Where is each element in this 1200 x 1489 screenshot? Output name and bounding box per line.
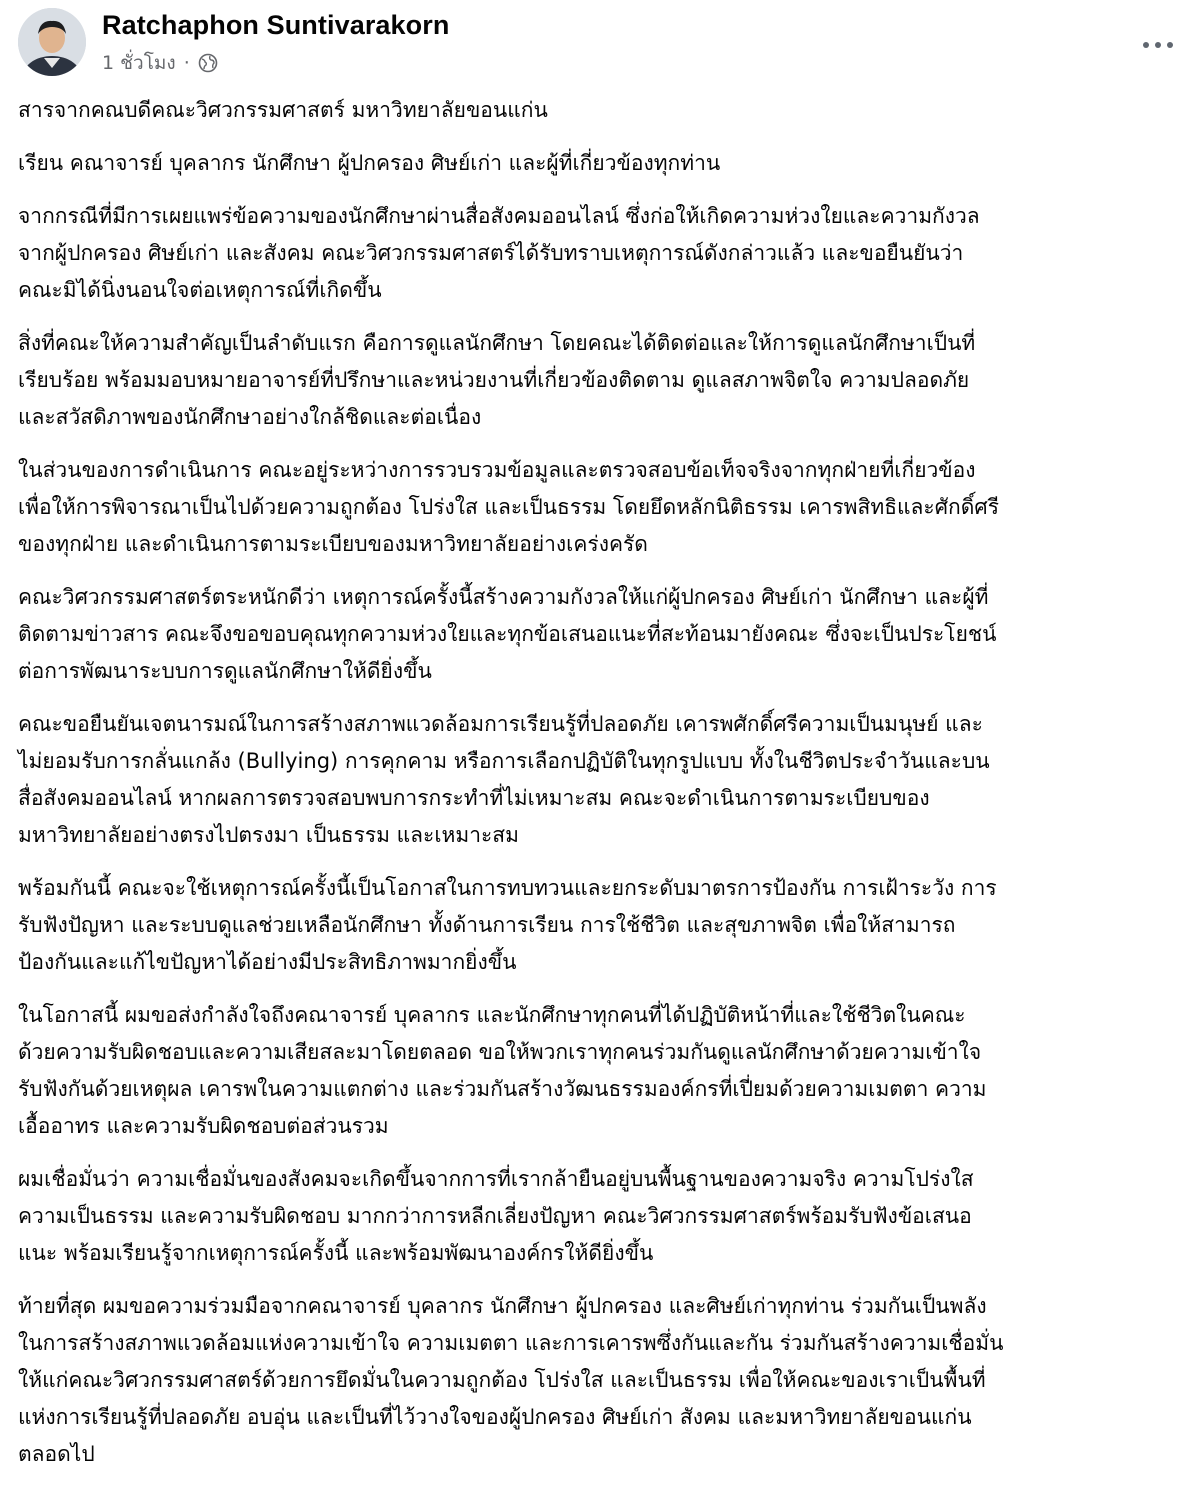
- post-body: [18, 92, 1186, 1489]
- post-time[interactable]: 1 ชั่วโมง: [102, 52, 176, 74]
- post-paragraph-6: คณะวิศวกรรมศาสตร์ตระหนักดีว่า เหตุการณ์ครั้งนี้สร้างความกังวลให้แก่ผู้ปกครอง ศิษย์เก่า นักศึกษา และผู้ที่ ติดตามข่าวสาร คณะจึงขอขอบคุณทุกความห่วงใยและทุกข้อเสนอแนะที่สะท้อนมายังคณะ ซึ่งจะเป็นประโยชน์ ต่อการพัฒนาระบบการดูแลนักศึกษาให้ดียิ่งขึ้น: [18, 585, 997, 683]
- more-options-icon: [1143, 42, 1173, 48]
- more-options-button[interactable]: [1134, 30, 1182, 60]
- author-name[interactable]: Ratchaphon Suntivarakorn: [102, 10, 450, 40]
- post-paragraph-1: สารจากคณบดีคณะวิศวกรรมศาสตร์ มหาวิทยาลัยขอนแก่น: [18, 98, 548, 122]
- post-paragraph-10: ผมเชื่อมั่นว่า ความเชื่อมั่นของสังคมจะเกิดขึ้นจากการที่เรากล้ายืนอยู่บนพื้นฐานของความจริง ความโปร่งใส ความเป็นธรรม และความรับผิดชอบ มากกว่าการหลีกเลี่ยงปัญหา คณะวิศวกรรมศาสตร์พร้อมรับฟังข้อเสนอ แนะ พร้อมเรียนรู้จากเหตุการณ์ครั้งนี้ และพร้อมพัฒนาองค์กรให้ดียิ่งขึ้น: [18, 1167, 974, 1265]
- meta-separator: ·: [183, 52, 190, 74]
- post-paragraph-8: พร้อมกันนี้ คณะจะใช้เหตุการณ์ครั้งนี้เป็นโอกาสในการทบทวนและยกระดับมาตรการป้องกัน การเฝ้าระวัง การ รับฟังปัญหา และระบบดูแลช่วยเหลือนักศึกษา ทั้งด้านการเรียน การใช้ชีวิต และสุขภาพจิต เพื่อให้สามารถ ป้องกันและแก้ไขปัญหาได้อย่างมีประสิทธิภาพมากยิ่งขึ้น: [18, 876, 997, 974]
- profile-photo: [18, 8, 86, 76]
- globe-icon[interactable]: [198, 53, 218, 73]
- post-paragraph-7: คณะขอยืนยันเจตนารมณ์ในการสร้างสภาพแวดล้อมการเรียนรู้ที่ปลอดภัย เคารพศักดิ์ศรีความเป็นมนุษย์ และ ไม่ยอมรับการกลั่นแกล้ง (Bullying) การคุกคาม หรือการเลือกปฏิบัติในทุกรูปแบบ ทั้งในชีวิตประจำวันและบน สื่อสังคมออนไลน์ หากผลการตรวจสอบพบการกระทำที่ไม่เหมาะสม คณะจะดำเนินการตามระเบียบของ มหาวิทยาลัยอย่างตรงไปตรงมา เป็นธรรม และเหมาะสม: [18, 712, 990, 847]
- post-paragraph-9: ในโอกาสนี้ ผมขอส่งกำลังใจถึงคณาจารย์ บุคลากร และนักศึกษาทุกคนที่ได้ปฏิบัติหน้าที่และใช้ชีวิตในคณะ ด้วยความรับผิดชอบและความเสียสละมาโดยตลอด ขอให้พวกเราทุกคนร่วมกันดูแลนักศึกษาด้วยความเข้าใจ รับฟังกันด้วยเหตุผล เคารพในความแตกต่าง และร่วมกันสร้างวัฒนธรรมองค์กรที่เปี่ยมด้วยความเมตตา ความ เอื้ออาทร และความรับผิดชอบต่อส่วนรวม: [18, 1003, 987, 1138]
- avatar[interactable]: [18, 8, 86, 76]
- post-header: [18, 8, 1182, 84]
- post-meta: [102, 48, 218, 78]
- post-paragraph-4: สิ่งที่คณะให้ความสำคัญเป็นลำดับแรก คือการดูแลนักศึกษา โดยคณะได้ติดต่อและให้การดูแลนักศึกษาเป็นที่ เรียบร้อย พร้อมมอบหมายอาจารย์ที่ปรึกษาและหน่วยงานที่เกี่ยวข้องติดตาม ดูแลสภาพจิตใจ ความปลอดภัย และสวัสดิภาพของนักศึกษาอย่างใกล้ชิดและต่อเนื่อง: [18, 331, 976, 429]
- post-paragraph-3: จากกรณีที่มีการเผยแพร่ข้อความของนักศึกษาผ่านสื่อสังคมออนไลน์ ซึ่งก่อให้เกิดความห่วงใยและความกังวล จากผู้ปกครอง ศิษย์เก่า และสังคม คณะวิศวกรรมศาสตร์ได้รับทราบเหตุการณ์ดังกล่าวแล้ว และขอยืนยันว่า คณะมิได้นิ่งนอนใจต่อเหตุการณ์ที่เกิดขึ้น: [18, 204, 980, 302]
- post-paragraph-11: ท้ายที่สุด ผมขอความร่วมมือจากคณาจารย์ บุคลากร นักศึกษา ผู้ปกครอง และศิษย์เก่าทุกท่าน ร่วมกันเป็นพลัง ในการสร้างสภาพแวดล้อมแห่งความเข้าใจ ความเมตตา และการเคารพซึ่งกันและกัน ร่วมกันสร้างความเชื่อมั่น ให้แก่คณะวิศวกรรมศาสตร์ด้วยการยึดมั่นในความถูกต้อง โปร่งใส และเป็นธรรม เพื่อให้คณะของเราเป็นพื้นที่ แห่งการเรียนรู้ที่ปลอดภัย อบอุ่น และเป็นที่ไว้วางใจของผู้ปกครอง ศิษย์เก่า สังคม และมหาวิทยาลัยขอนแก่น ตลอดไป: [18, 1294, 1004, 1466]
- post-paragraph-2: เรียน คณาจารย์ บุคลากร นักศึกษา ผู้ปกครอง ศิษย์เก่า และผู้ที่เกี่ยวข้องทุกท่าน: [18, 151, 721, 175]
- post-paragraph-5: ในส่วนของการดำเนินการ คณะอยู่ระหว่างการรวบรวมข้อมูลและตรวจสอบข้อเท็จจริงจากทุกฝ่ายที่เกี่ยวข้อง เพื่อให้การพิจารณาเป็นไปด้วยความถูกต้อง โปร่งใส และเป็นธรรม โดยยึดหลักนิติธรรม เคารพสิทธิและศักดิ์ศรี ของทุกฝ่าย และดำเนินการตามระเบียบของมหาวิทยาลัยอย่างเคร่งครัด: [18, 458, 999, 556]
